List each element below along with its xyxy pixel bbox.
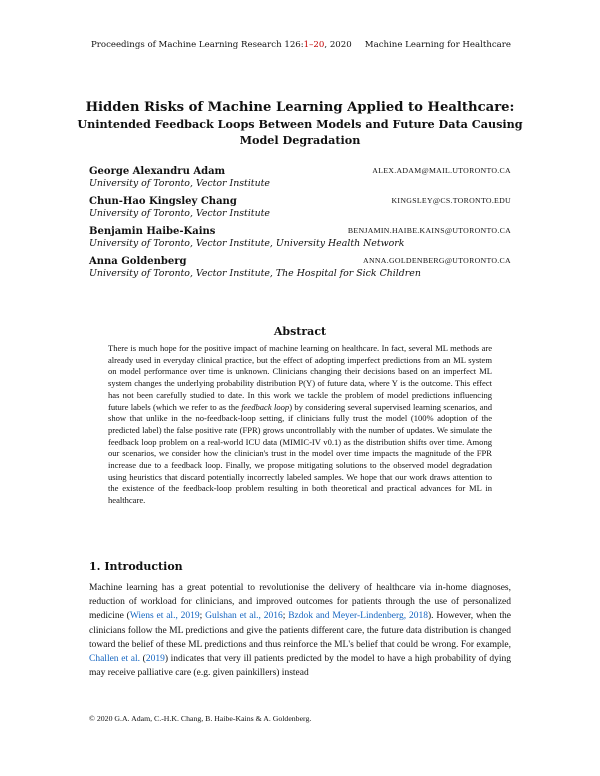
author-affiliation: University of Toronto, Vector Institute, University Health Network xyxy=(89,238,405,249)
pages-link[interactable]: 1–20 xyxy=(303,40,325,50)
author-name: Chun-Hao Kingsley Chang xyxy=(89,196,237,207)
section-heading: 1. Introduction xyxy=(89,560,183,573)
journal-citation: Proceedings of Machine Learning Research 126:1–20, 2020 xyxy=(91,40,352,50)
author-entry xyxy=(89,195,511,225)
author-entry xyxy=(89,165,511,195)
paper-subtitle-line1: Unintended Feedback Loops Between Models and Future Data Causing xyxy=(77,117,523,131)
paper-title: Hidden Risks of Machine Learning Applied to Healthcare: xyxy=(85,100,515,115)
introduction-text: Machine learning has a great potential to revolutionise the delivery of healthcare via in-home diagnoses, reduction of workload for clinicians, and improved outcomes for patients through the use of personalized medicine (Wiens et al., 2019; Gulshan et al., 2016; Bzdok and Meyer-Lindenberg, 2018). However, when the clinicians follow the ML predictions and give the patients different care, the future data distribution is changed toward the belief of these ML predictions and thus reinforce the ML's belief that could be wrong. For example, Challen et al. (2019) indicates that very ill patients predicted by the model to have a high probability of dying may receive palliative care (e.g. given painkillers) instead xyxy=(89,583,511,679)
author-entry xyxy=(89,225,511,255)
author-email[interactable]: ANNA.GOLDENBERG@UTORONTO.CA xyxy=(363,256,511,265)
citation-link[interactable]: Wiens et al., 2019 xyxy=(129,611,200,622)
author-affiliation: University of Toronto, Vector Institute xyxy=(89,178,270,189)
introduction-section xyxy=(89,560,511,680)
author-list xyxy=(89,165,511,285)
author-name: Anna Goldenberg xyxy=(89,256,187,267)
author-name: Benjamin Haibe-Kains xyxy=(89,226,216,237)
abstract xyxy=(108,325,492,507)
abstract-text: There is much hope for the positive impact of machine learning on healthcare. In fact, several ML methods are already used in everyday clinical practice, but the effect of adopting imperfect predictions from an ML system on model performance over time is unknown. Clinicians changing their decisions based on an imperfect ML system changes the underlying probability distribution P(Y) of future data, where Y is the outcome. This effect has not been carefully studied to date. In this work we tackle the problem of model predictions influencing future labels (which we refer to as the feedback loop) by considering several supervised learning scenarios, and show that unlike in the no-feedback-loop setting, if clinicians fully trust the model (100% adoption of the predicted label) the false positive rate (FPR) grows uncontrollably with the number of updates. We simulate the feedback loop problem on a real-world ICU data (MIMIC-IV v0.1) as the distribution shifts over time. Among our scenarios, we consider how the clinician's trust in the model over time impacts the magnitude of the FPR increase due to a feedback loop. Finally, we propose mitigating solutions to the observed model degradation using heuristics that discard potentially incorrectly labeled samples. We hope that our work draws attention to the existence of the feedback-loop problem resulting in both theoretical and practical advances for ML in healthcare. xyxy=(108,343,492,506)
abstract-heading: Abstract xyxy=(273,325,327,338)
running-header xyxy=(91,40,511,50)
track-name: Machine Learning for Healthcare xyxy=(364,40,511,50)
citation-link[interactable]: Bzdok and Meyer-Lindenberg, 2018 xyxy=(288,611,428,622)
citation-link[interactable]: Gulshan et al., 2016 xyxy=(205,611,283,622)
author-entry xyxy=(89,255,511,285)
author-name: George Alexandru Adam xyxy=(89,166,226,177)
citation-link[interactable]: Challen et al. xyxy=(89,654,140,665)
author-affiliation: University of Toronto, Vector Institute xyxy=(89,208,270,219)
feedback-loop-term: feedback loop xyxy=(241,401,290,412)
citation-link[interactable]: 2019 xyxy=(145,654,165,665)
paper-subtitle-line2: Model Degradation xyxy=(239,133,361,147)
author-email[interactable]: ALEX.ADAM@MAIL.UTORONTO.CA xyxy=(372,166,511,175)
author-email[interactable]: KINGSLEY@CS.TORONTO.EDU xyxy=(391,196,511,205)
title-block xyxy=(60,99,540,148)
copyright-footer: © 2020 G.A. Adam, C.-H.K. Chang, B. Haibe-Kains & A. Goldenberg. xyxy=(89,714,312,723)
author-email[interactable]: BENJAMIN.HAIBE.KAINS@UTORONTO.CA xyxy=(347,226,511,235)
author-affiliation: University of Toronto, Vector Institute, The Hospital for Sick Children xyxy=(89,268,421,279)
